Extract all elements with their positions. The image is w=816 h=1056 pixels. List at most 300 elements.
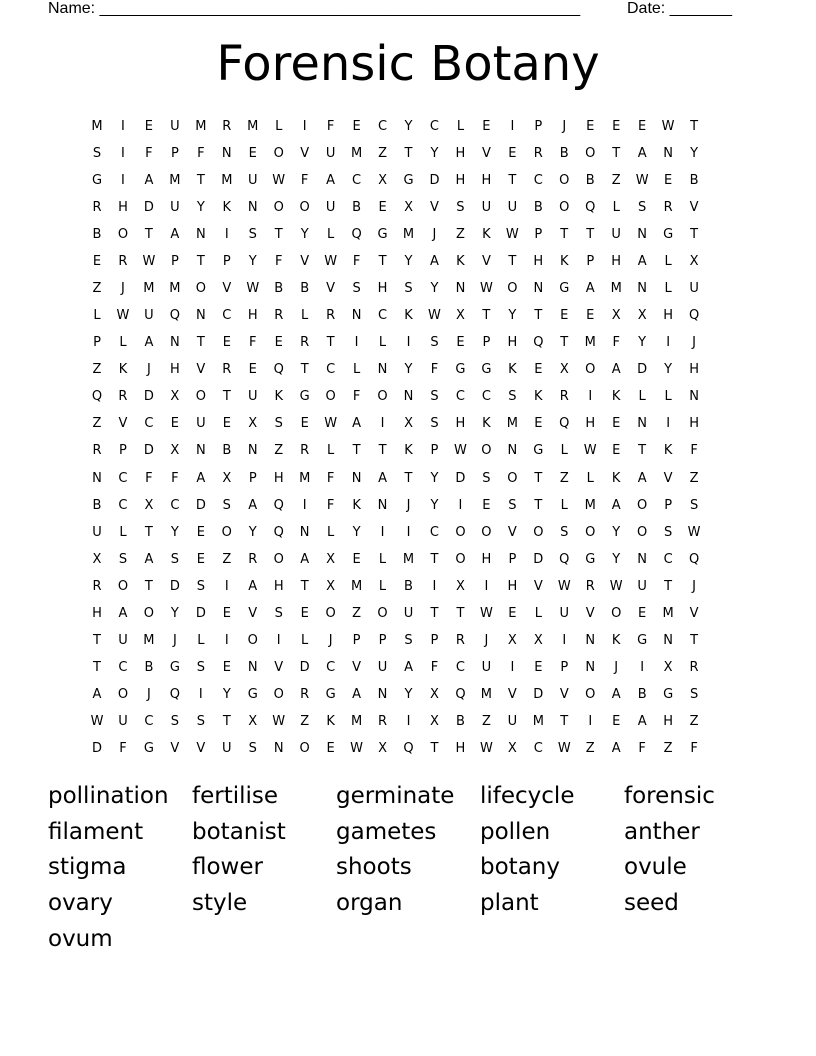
grid-letter: T: [93, 659, 101, 675]
grid-letter: S: [430, 389, 439, 405]
grid-letter: T: [534, 308, 543, 324]
grid-letter: S: [663, 524, 673, 540]
grid-letter: S: [456, 200, 465, 216]
grid-letter: F: [171, 470, 179, 486]
grid-letter: C: [533, 173, 543, 189]
grid-letter: W: [505, 227, 519, 243]
grid-letter: F: [145, 470, 153, 486]
grid-letter: M: [584, 497, 596, 513]
grid-letter: P: [430, 443, 439, 459]
grid-letter: A: [352, 416, 362, 432]
grid-letter: E: [560, 308, 569, 324]
grid-letter: E: [612, 119, 621, 134]
grid-letter: R: [663, 200, 673, 216]
grid-letter: X: [637, 308, 647, 324]
grid-letter: L: [378, 551, 387, 567]
grid-letter: W: [687, 524, 701, 540]
grid-letter: E: [482, 119, 491, 134]
grid-letter: V: [507, 524, 517, 540]
grid-letter: H: [455, 416, 466, 432]
grid-letter: J: [146, 686, 151, 702]
grid-letter: X: [170, 443, 180, 459]
grid-letter: L: [560, 497, 568, 513]
grid-letter: P: [352, 632, 361, 648]
grid-letter: O: [117, 686, 129, 702]
grid-letter: Q: [351, 227, 362, 243]
grid-letter: C: [663, 551, 673, 567]
grid-letter: E: [222, 659, 231, 675]
grid-letter: E: [508, 146, 517, 162]
grid-letter: B: [559, 146, 569, 162]
grid-letter: X: [326, 551, 336, 567]
grid-letter: G: [585, 551, 596, 567]
grid-letter: K: [274, 389, 283, 405]
grid-letter: T: [144, 578, 153, 594]
grid-letter: V: [274, 659, 284, 675]
grid-letter: Y: [430, 146, 439, 162]
grid-letter: I: [224, 632, 229, 648]
grid-letter: L: [664, 389, 672, 405]
grid-letter: O: [143, 605, 155, 621]
grid-letter: H: [377, 281, 388, 297]
grid-letter: N: [247, 200, 258, 216]
grid-letter: O: [273, 551, 284, 567]
grid-letter: T: [560, 335, 569, 351]
grid-letter: P: [482, 335, 491, 351]
grid-letter: W: [479, 281, 493, 297]
grid-letter: R: [92, 578, 102, 594]
grid-letter: R: [455, 632, 465, 648]
grid-letter: H: [663, 308, 673, 324]
grid-letter: A: [611, 497, 621, 513]
grid-letter: I: [458, 497, 463, 513]
name-field: Name: ______________________________________________________: [48, 0, 581, 17]
grid-letter: P: [430, 632, 439, 648]
grid-letter: T: [326, 335, 335, 351]
grid-letter: L: [378, 335, 387, 351]
grid-letter: Y: [404, 254, 413, 270]
grid-letter: L: [352, 362, 361, 378]
grid-letter: S: [196, 713, 205, 729]
grid-letter: X: [533, 632, 543, 648]
grid-letter: Z: [689, 713, 699, 729]
grid-letter: H: [273, 578, 284, 594]
grid-letter: X: [689, 254, 699, 270]
grid-letter: E: [170, 416, 179, 432]
grid-letter: X: [92, 551, 102, 567]
grid-letter: V: [481, 254, 491, 270]
grid-letter: J: [692, 335, 696, 351]
grid-letter: B: [144, 659, 154, 675]
grid-letter: X: [507, 632, 517, 648]
grid-letter: T: [664, 578, 673, 594]
grid-letter: R: [533, 146, 543, 162]
grid-letter: I: [354, 335, 359, 351]
grid-letter: Z: [222, 551, 232, 567]
grid-letter: T: [196, 335, 205, 351]
word-list-item: seed: [624, 890, 679, 917]
grid-letter: T: [690, 119, 699, 134]
grid-letter: R: [274, 308, 284, 324]
grid-letter: D: [455, 470, 466, 486]
grid-letter: F: [352, 254, 361, 270]
grid-letter: O: [637, 524, 648, 540]
grid-letter: J: [614, 659, 619, 675]
grid-letter: C: [144, 713, 154, 729]
grid-letter: T: [430, 740, 439, 756]
grid-letter: U: [247, 389, 258, 405]
grid-letter: O: [507, 470, 518, 486]
grid-letter: X: [222, 470, 232, 486]
grid-letter: U: [403, 605, 414, 621]
grid-letter: F: [249, 335, 257, 351]
word-list-item: flower: [192, 854, 263, 881]
grid-letter: M: [532, 713, 544, 729]
grid-letter: Y: [664, 362, 673, 378]
grid-letter: W: [557, 578, 571, 594]
grid-letter: K: [352, 497, 361, 513]
grid-letter: D: [169, 578, 180, 594]
grid-letter: K: [534, 389, 543, 405]
page-title: Forensic Botany: [216, 36, 600, 92]
grid-letter: N: [170, 335, 180, 351]
grid-letter: U: [481, 659, 492, 675]
grid-letter: Q: [533, 335, 544, 351]
grid-letter: T: [300, 578, 309, 594]
grid-letter: O: [273, 200, 284, 216]
grid-letter: M: [169, 173, 181, 189]
grid-letter: A: [352, 686, 362, 702]
grid-letter: V: [170, 740, 180, 756]
grid-letter: W: [557, 740, 571, 756]
grid-letter: T: [144, 227, 153, 243]
grid-letter: S: [508, 389, 517, 405]
grid-letter: I: [121, 173, 125, 189]
grid-letter: N: [221, 146, 232, 162]
grid-letter: T: [300, 362, 309, 378]
grid-letter: K: [611, 389, 621, 405]
grid-letter: P: [93, 335, 101, 351]
grid-letter: P: [222, 254, 231, 270]
grid-letter: D: [91, 740, 102, 756]
grid-letter: L: [378, 578, 387, 594]
grid-letter: E: [638, 605, 647, 621]
grid-letter: I: [302, 119, 307, 134]
word-list-item: plant: [480, 890, 539, 917]
grid-letter: T: [352, 443, 361, 459]
grid-letter: F: [326, 470, 335, 486]
grid-letter: T: [222, 713, 231, 729]
grid-letter: X: [404, 200, 413, 216]
grid-letter: R: [300, 335, 310, 351]
grid-letter: J: [121, 281, 125, 297]
grid-letter: B: [352, 200, 362, 216]
grid-letter: A: [378, 470, 387, 486]
grid-letter: H: [481, 173, 492, 189]
grid-letter: U: [507, 713, 518, 729]
grid-letter: M: [402, 227, 415, 243]
grid-letter: N: [637, 551, 648, 567]
word-list-item: pollination: [48, 783, 169, 809]
grid-letter: Q: [273, 362, 284, 378]
grid-letter: H: [611, 254, 622, 270]
grid-letter: U: [170, 119, 180, 134]
grid-letter: E: [612, 713, 621, 729]
grid-letter: W: [272, 173, 286, 189]
grid-letter: O: [299, 740, 310, 756]
grid-letter: T: [612, 146, 621, 162]
grid-letter: L: [119, 524, 127, 540]
grid-letter: E: [612, 443, 621, 459]
grid-letter: Q: [559, 551, 570, 567]
grid-letter: N: [377, 362, 388, 378]
grid-letter: U: [118, 713, 128, 729]
grid-letter: Y: [612, 551, 621, 567]
grid-letter: B: [533, 200, 543, 216]
grid-letter: U: [247, 173, 258, 189]
grid-letter: U: [689, 281, 699, 297]
grid-letter: P: [560, 659, 569, 675]
grid-letter: W: [246, 281, 260, 297]
grid-letter: C: [378, 308, 388, 324]
grid-letter: T: [482, 308, 491, 324]
grid-letter: D: [143, 200, 154, 216]
word-list-item: organ: [336, 890, 403, 917]
grid-letter: H: [507, 335, 518, 351]
grid-letter: V: [430, 200, 439, 216]
grid-letter: W: [116, 308, 130, 324]
grid-letter: S: [352, 281, 361, 297]
grid-letter: V: [118, 416, 128, 432]
grid-letter: Z: [352, 605, 362, 621]
grid-letter: A: [118, 605, 128, 621]
grid-letter: T: [560, 713, 569, 729]
grid-letter: V: [585, 605, 595, 621]
grid-letter: G: [637, 632, 648, 648]
grid-letter: N: [585, 632, 596, 648]
grid-letter: E: [248, 362, 257, 378]
grid-letter: L: [197, 632, 205, 648]
grid-letter: S: [560, 524, 569, 540]
grid-letter: L: [560, 443, 568, 459]
grid-letter: O: [533, 524, 544, 540]
grid-letter: X: [248, 713, 258, 729]
grid-letter: K: [482, 227, 491, 243]
grid-letter: S: [430, 416, 439, 432]
grid-letter: I: [588, 389, 593, 405]
grid-letter: B: [637, 686, 647, 702]
grid-letter: H: [118, 200, 128, 216]
grid-letter: H: [455, 173, 466, 189]
grid-letter: A: [430, 254, 439, 270]
grid-letter: Y: [430, 281, 439, 297]
grid-letter: G: [169, 659, 180, 675]
word-list-item: stigma: [48, 854, 127, 881]
grid-letter: X: [663, 659, 673, 675]
grid-letter: M: [247, 119, 259, 134]
grid-letter: S: [196, 578, 205, 594]
grid-letter: Q: [688, 308, 700, 324]
grid-letter: N: [455, 281, 466, 297]
grid-letter: L: [586, 470, 594, 486]
grid-letter: S: [118, 551, 128, 567]
grid-letter: E: [92, 254, 102, 270]
grid-letter: M: [169, 281, 181, 297]
grid-letter: F: [119, 740, 127, 756]
grid-letter: O: [273, 686, 284, 702]
grid-letter: U: [325, 146, 336, 162]
grid-letter: T: [144, 524, 153, 540]
grid-letter: N: [637, 227, 648, 243]
grid-letter: O: [195, 281, 206, 297]
grid-letter: X: [430, 686, 439, 702]
grid-letter: S: [274, 605, 283, 621]
grid-letter: B: [274, 281, 284, 297]
grid-letter: V: [222, 281, 232, 297]
grid-letter: D: [637, 362, 648, 378]
grid-letter: K: [611, 632, 621, 648]
grid-letter: C: [429, 119, 439, 134]
grid-letter: Z: [92, 362, 102, 378]
grid-letter: M: [480, 686, 492, 702]
grid-letter: T: [690, 632, 699, 648]
grid-letter: C: [222, 308, 232, 324]
grid-letter: O: [221, 524, 232, 540]
grid-letter: I: [224, 578, 229, 594]
grid-letter: G: [247, 686, 258, 702]
grid-letter: X: [611, 308, 621, 324]
grid-letter: T: [378, 254, 387, 270]
grid-letter: V: [507, 686, 517, 702]
grid-letter: U: [118, 632, 128, 648]
grid-letter: C: [170, 497, 180, 513]
grid-letter: L: [638, 389, 646, 405]
grid-letter: S: [689, 686, 699, 702]
grid-letter: B: [92, 227, 102, 243]
grid-letter: N: [351, 308, 362, 324]
grid-letter: E: [456, 335, 465, 351]
grid-letter: R: [585, 578, 595, 594]
grid-letter: U: [611, 227, 621, 243]
grid-letter: E: [612, 416, 621, 432]
grid-letter: L: [456, 119, 465, 134]
grid-letter: W: [142, 254, 156, 270]
word-list-item: shoots: [336, 854, 412, 881]
grid-letter: C: [326, 362, 336, 378]
word-list-item: forensic: [624, 783, 715, 809]
grid-letter: L: [301, 308, 309, 324]
grid-letter: X: [507, 740, 517, 756]
grid-letter: L: [301, 632, 309, 648]
grid-letter: X: [326, 578, 336, 594]
grid-letter: V: [663, 470, 673, 486]
grid-letter: Y: [352, 524, 361, 540]
grid-letter: D: [195, 497, 206, 513]
grid-letter: J: [432, 227, 437, 243]
grid-letter: T: [534, 470, 543, 486]
grid-letter: I: [224, 227, 229, 243]
grid-letter: A: [637, 470, 647, 486]
grid-letter: W: [583, 443, 597, 459]
grid-letter: I: [380, 416, 385, 432]
grid-letter: X: [455, 578, 465, 594]
grid-letter: G: [663, 227, 674, 243]
grid-letter: E: [586, 119, 595, 134]
grid-letter: Z: [611, 173, 621, 189]
grid-letter: U: [170, 200, 180, 216]
grid-letter: I: [562, 632, 567, 648]
grid-letter: G: [533, 443, 544, 459]
grid-letter: W: [350, 740, 364, 756]
grid-letter: S: [274, 416, 283, 432]
grid-letter: N: [507, 443, 518, 459]
grid-letter: B: [300, 281, 310, 297]
grid-letter: I: [121, 119, 125, 134]
grid-letter: Y: [638, 335, 647, 351]
grid-letter: T: [586, 227, 595, 243]
grid-letter: X: [430, 713, 439, 729]
grid-letter: N: [195, 308, 206, 324]
grid-letter: L: [534, 605, 542, 621]
grid-letter: T: [508, 254, 517, 270]
grid-letter: S: [170, 713, 179, 729]
grid-letter: B: [455, 713, 465, 729]
grid-letter: I: [302, 497, 307, 513]
grid-letter: I: [406, 713, 411, 729]
grid-letter: E: [378, 200, 387, 216]
grid-letter: F: [274, 254, 283, 270]
grid-letter: A: [144, 173, 154, 189]
grid-letter: R: [92, 443, 102, 459]
grid-letter: V: [248, 605, 258, 621]
grid-letter: N: [247, 443, 258, 459]
grid-letter: J: [172, 632, 177, 648]
grid-letter: U: [144, 308, 154, 324]
grid-letter: P: [170, 146, 179, 162]
grid-letter: Y: [690, 146, 699, 162]
grid-letter: T: [196, 254, 205, 270]
grid-letter: R: [222, 362, 232, 378]
grid-letter: M: [299, 470, 311, 486]
grid-letter: L: [664, 254, 672, 270]
grid-letter: O: [507, 281, 518, 297]
grid-letter: C: [326, 659, 336, 675]
grid-letter: F: [690, 740, 698, 756]
grid-letter: L: [275, 119, 283, 134]
grid-letter: J: [406, 497, 411, 513]
grid-letter: H: [481, 551, 492, 567]
grid-letter: S: [196, 659, 205, 675]
grid-letter: D: [533, 686, 544, 702]
grid-letter: E: [196, 551, 205, 567]
grid-letter: O: [325, 605, 336, 621]
grid-letter: M: [143, 281, 155, 297]
grid-letter: G: [377, 227, 388, 243]
grid-letter: H: [455, 146, 466, 162]
grid-letter: S: [404, 281, 413, 297]
word-list-item: ovule: [624, 854, 687, 881]
grid-letter: P: [534, 227, 543, 243]
grid-letter: G: [481, 362, 492, 378]
word-list-item: botany: [480, 854, 560, 881]
grid-letter: N: [663, 146, 673, 162]
grid-letter: E: [274, 335, 283, 351]
grid-letter: F: [300, 173, 309, 189]
grid-letter: Z: [378, 146, 387, 162]
grid-letter: N: [403, 389, 414, 405]
grid-letter: O: [455, 524, 466, 540]
grid-letter: W: [428, 308, 441, 324]
